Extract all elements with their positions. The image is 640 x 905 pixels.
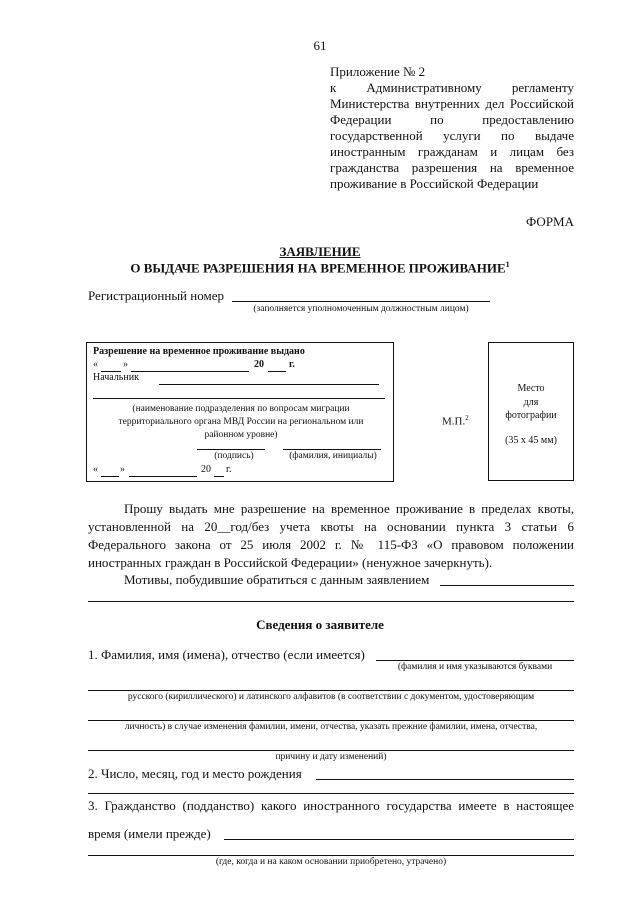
form-label: ФОРМА	[526, 214, 574, 229]
page-number: 61	[313, 38, 327, 53]
permit-heading: Разрешение на временное проживание выдано	[93, 346, 305, 357]
item3-note: (где, когда и на каком основании приобретено, утрачено)	[215, 857, 447, 867]
name-caption: (фамилия, инициалы)	[289, 451, 377, 461]
birth-field-2[interactable]	[88, 793, 574, 794]
photo-line: для	[523, 397, 539, 408]
full-name-field-3[interactable]	[88, 720, 574, 721]
date-open-quote: «	[93, 359, 98, 370]
date-close-quote: »	[123, 359, 128, 370]
applicant-heading: Сведения о заявителе	[256, 617, 384, 632]
appendix-line: Министерства внутренних дел Российской	[330, 96, 574, 111]
dept-caption: (наименование подразделения по вопросам миграции территориального органа МВД России на региональном или районном уровне)	[118, 404, 364, 440]
full-name-field-4[interactable]	[88, 750, 574, 751]
appendix-line: Приложение № 2	[330, 64, 426, 79]
request-paragraph	[88, 500, 574, 572]
motives-label: Мотивы, побудившие обратиться с данным заявлением	[124, 572, 430, 587]
citizenship-field-2[interactable]	[88, 855, 574, 856]
photo-size: (35 х 45 мм)	[505, 435, 557, 446]
title-line-1: ЗАЯВЛЕНИЕ	[279, 244, 361, 259]
dept-field[interactable]	[93, 398, 385, 399]
year-field[interactable]	[268, 371, 286, 372]
bottom-year-field[interactable]	[214, 476, 224, 477]
item3-label-2: время (имели прежде)	[88, 826, 211, 841]
bottom-open-quote: «	[93, 464, 98, 475]
item1-note-3: личность) в случае изменения фамилии, имени, отчества, указать прежние фамилии, имена, отчества,	[124, 722, 538, 732]
item1-label: 1. Фамилия, имя (имена), отчество (если имеется)	[88, 647, 365, 662]
appendix-line: проживание в Российской Федерации	[330, 176, 539, 191]
appendix-line: гражданства разрешения на временное	[330, 160, 574, 175]
document-subtitle	[0, 260, 640, 276]
item2-label: 2. Число, месяц, год и место рождения	[88, 766, 302, 781]
title-line-2: О ВЫДАЧЕ РАЗРЕШЕНИЯ НА ВРЕМЕННОЕ ПРОЖИВАНИЕ	[130, 260, 506, 276]
stamp-label	[442, 414, 469, 428]
name-field[interactable]	[283, 449, 381, 450]
full-name-field[interactable]	[376, 660, 574, 661]
stamp-text: М.П.	[442, 415, 466, 428]
appendix-line: к Административному регламенту	[330, 80, 574, 95]
motives-field-continued[interactable]	[88, 601, 574, 602]
year-suffix: г.	[289, 359, 295, 370]
item1-note-2: русского (кириллического) и латинского алфавитов (в соответствии с документом, удостоверяющим	[127, 692, 535, 702]
bottom-year-suffix: г.	[226, 464, 232, 475]
registration-number-label: Регистрационный номер	[88, 288, 224, 303]
permit-issued-box	[86, 342, 394, 482]
item1-note-4: причину и дату изменений)	[275, 752, 387, 762]
chief-label: Начальник	[93, 372, 139, 383]
appendix-line: Федерации по предоставлению	[330, 112, 574, 127]
year-prefix: 20	[254, 359, 264, 370]
registration-number-field[interactable]	[232, 301, 490, 302]
appendix-header	[330, 64, 574, 192]
bottom-year-prefix: 20	[201, 464, 211, 475]
citizenship-field[interactable]	[224, 839, 574, 840]
stamp-footnote: 2	[465, 414, 469, 422]
chief-field[interactable]	[159, 384, 379, 385]
request-text: Прошу выдать мне разрешение на временное проживание в пределах квоты, установленной на 20__год/без учета квоты на основании пункта 3 статьи 6 Федерального закона от 25 июля 2002 г. № 115-ФЗ «О правовом положении иностранных граждан в Российской Федерации» (ненужное зачеркнуть).	[88, 501, 574, 570]
bottom-month-field[interactable]	[129, 476, 197, 477]
item3-label: 3. Гражданство (подданство) какого иностранного государства имеете в настоящее	[88, 798, 574, 813]
month-field[interactable]	[131, 371, 249, 372]
bottom-close-quote: »	[120, 464, 125, 475]
signature-field[interactable]	[197, 449, 265, 450]
photo-line: фотографии	[505, 410, 557, 421]
photo-line: Место	[517, 383, 545, 394]
registration-note: (заполняется уполномоченным должностным лицом)	[253, 304, 469, 314]
bottom-day-field[interactable]	[101, 476, 119, 477]
signature-caption: (подпись)	[214, 451, 254, 461]
document-title	[0, 244, 640, 260]
footnote-marker: 1	[505, 260, 510, 269]
full-name-field-2[interactable]	[88, 690, 574, 691]
birth-field[interactable]	[316, 779, 574, 780]
item1-note-1: (фамилия и имя указываются буквами	[397, 662, 553, 672]
appendix-line: государственной услуги по выдаче	[330, 128, 574, 143]
motives-field[interactable]	[440, 585, 574, 586]
photo-placeholder	[488, 342, 574, 481]
appendix-line: иностранным гражданам и лицам без	[330, 144, 574, 159]
